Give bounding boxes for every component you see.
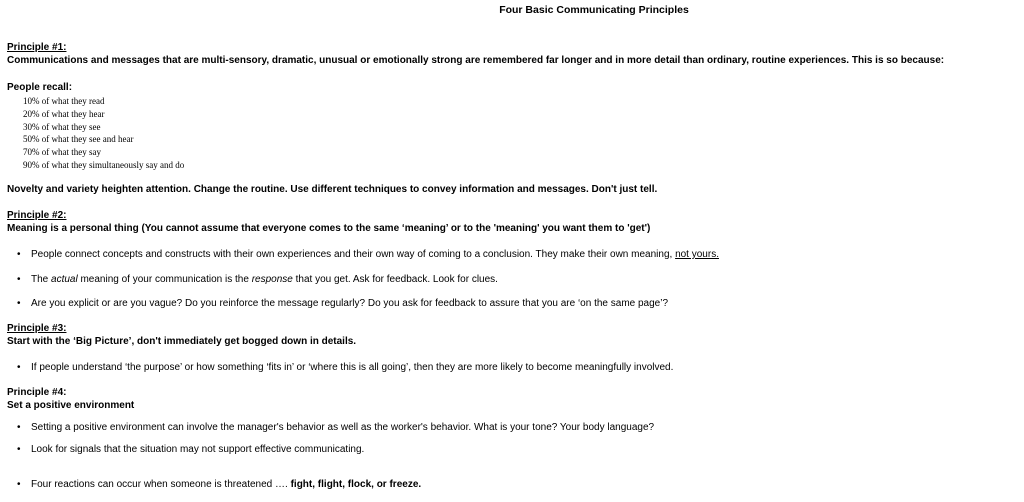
list-item bbox=[17, 422, 654, 433]
recall-item: 90% of what they simultaneously say and do bbox=[23, 159, 185, 170]
recall-list bbox=[23, 95, 184, 172]
principle-1-text: Communications and messages that are multi-sensory, dramatic, unusual or emotionally strong are remembered far longer and in more detail than ordinary, routine experiences. This is so because: bbox=[7, 55, 945, 66]
recall-item: 10% of what they read bbox=[23, 96, 105, 106]
recall-item: 70% of what they say bbox=[23, 147, 101, 158]
bullet-icon: • bbox=[17, 249, 21, 260]
recall-item: 50% of what they see and hear bbox=[23, 134, 134, 145]
bullet-icon: • bbox=[17, 422, 21, 433]
bullet-text: that you get. Ask for feedback. Look for clues. bbox=[292, 274, 498, 285]
principle-2-text: Meaning is a personal thing (You cannot assume that everyone comes to the same ‘meaning’ or to the 'meaning' you want them to 'get') bbox=[7, 223, 651, 234]
italic-text: actual bbox=[51, 274, 78, 285]
list-item bbox=[17, 274, 498, 285]
bullet-icon: • bbox=[17, 444, 21, 455]
underlined-text: not yours. bbox=[675, 249, 719, 260]
recall-heading: People recall: bbox=[7, 82, 73, 93]
bullet-text: The bbox=[31, 274, 52, 285]
list-item bbox=[17, 444, 364, 455]
bullet-text: People connect concepts and constructs with their own experiences and their own way of coming to a conclusion. They make their own meaning, bbox=[31, 249, 676, 260]
document-title: Four Basic Communicating Principles bbox=[499, 4, 689, 16]
bold-text: fight, flight, flock, or freeze. bbox=[290, 479, 422, 490]
bullet-text: If people understand ‘the purpose’ or how something ‘fits in’ or ‘where this is all going’, then they are more likely to become meaningfully involved. bbox=[31, 362, 674, 373]
novelty-text: Novelty and variety heighten attention. Change the routine. Use different techniques to convey information and messages. Don't just tell. bbox=[7, 184, 658, 195]
recall-item: 30% of what they see bbox=[23, 121, 101, 132]
bullet-icon: • bbox=[17, 362, 21, 373]
bullet-text: Look for signals that the situation may not support effective communicating. bbox=[31, 444, 365, 455]
principle-3-text: Start with the ‘Big Picture’, don't immediately get bogged down in details. bbox=[7, 336, 357, 347]
principle-1-label: Principle #1: bbox=[7, 42, 67, 53]
bullet-text: meaning of your communication is the bbox=[77, 274, 252, 285]
italic-text: response bbox=[251, 274, 293, 285]
list-item bbox=[17, 298, 668, 309]
principle-4-text: Set a positive environment bbox=[7, 400, 135, 411]
principle-3-label: Principle #3: bbox=[7, 323, 67, 334]
bullet-text: Are you explicit or are you vague? Do you reinforce the message regularly? Do you ask for feedback to assure that you are ‘on the same page’? bbox=[31, 298, 669, 309]
principle-2-label: Principle #2: bbox=[7, 210, 67, 221]
list-item bbox=[17, 249, 719, 260]
recall-item: 20% of what they hear bbox=[23, 108, 105, 119]
principle-4-label: Principle #4: bbox=[7, 387, 67, 398]
bullet-icon: • bbox=[17, 298, 21, 309]
bullet-icon: • bbox=[17, 274, 21, 285]
bullet-icon: • bbox=[17, 479, 21, 490]
list-item bbox=[17, 362, 673, 373]
list-item bbox=[17, 479, 421, 490]
bullet-text: Setting a positive environment can involve the manager's behavior as well as the worker's behavior. What is your tone? Your body language? bbox=[31, 422, 655, 433]
bullet-text: Four reactions can occur when someone is threatened …. bbox=[31, 479, 291, 490]
